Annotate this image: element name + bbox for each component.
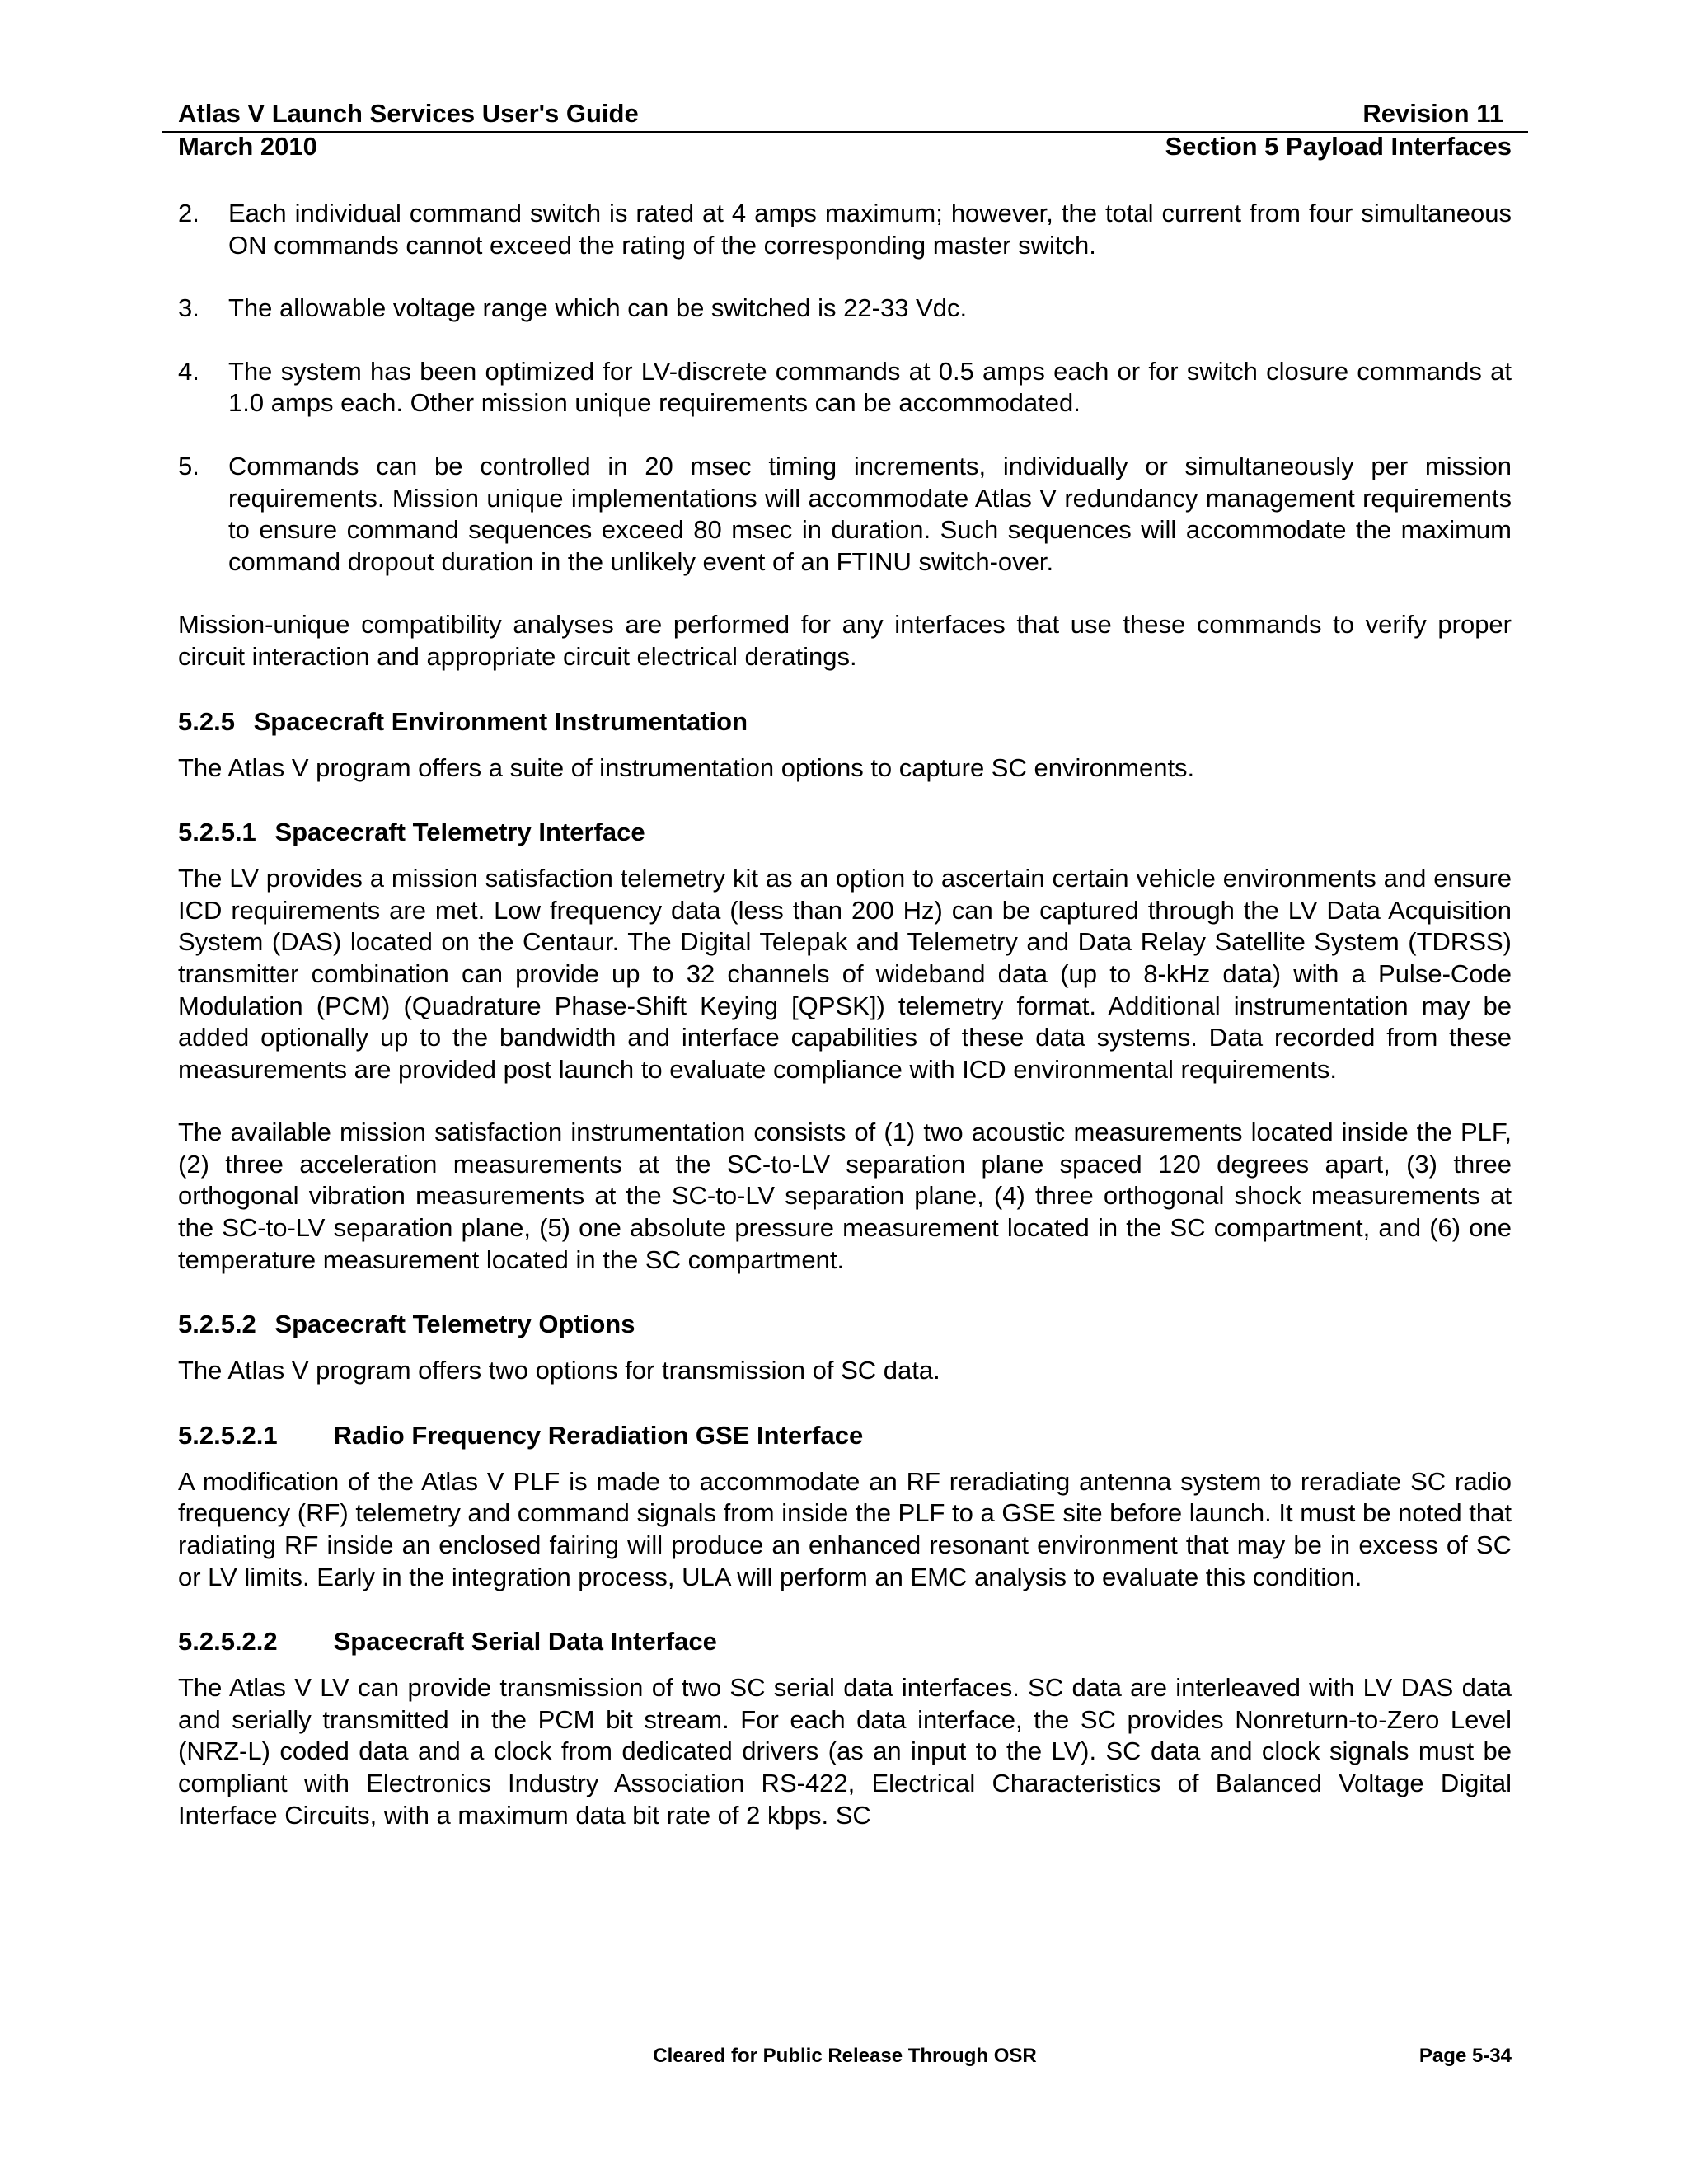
section-title: Spacecraft Telemetry Options (274, 1310, 635, 1339)
list-text: The allowable voltage range which can be switched is 22-33 Vdc. (228, 293, 968, 323)
list-text: Each individual command switch is rated at 4 amps maximum; however, the total current from four simultaneous ON commands cannot exceed the rating of the corresponding master switch. (228, 199, 1512, 260)
list-number: 5. (178, 451, 199, 480)
page-content (178, 198, 1512, 1831)
section-body: A modification of the Atlas V PLF is made to accommodate an RF reradiating antenna system to reradiate SC radio frequency (RF) telemetry and command signals from inside the PLF to a GSE site before launch. It must be noted that radiating RF inside an enclosed fairing will produce an enhanced resonant environment that may be in excess of SC or LV limits. Early in the integration process, ULA will perform an EMC analysis to evaluate this condition. (178, 1466, 1512, 1591)
list-item (178, 451, 1512, 578)
section-title: Spacecraft Telemetry Interface (274, 818, 645, 847)
list-item (178, 198, 1512, 261)
section-body: The Atlas V program offers a suite of instrumentation options to capture SC environments. (178, 752, 1195, 782)
section-body: The Atlas V LV can provide transmission of two SC serial data interfaces. SC data are interleaved with LV DAS data and serially transmitted in the PCM bit stream. For each data interface, the SC provides Nonreturn-to-Zero Level (NRZ-L) coded data and a clock from dedicated drivers (as an input to the LV). SC data and clock signals must be compliant with Electronics Industry Association RS-422, Electrical Characteristics of Balanced Voltage Digital Interface Circuits, with a maximum data bit rate of 2 kbps. SC (178, 1673, 1512, 1830)
section-body: The available mission satisfaction instrumentation consists of (1) two acoustic measurements located inside the PLF, (2) three acceleration measurements at the SC-to-LV separation plane spaced 120 degrees apart, (3) three orthogonal vibration measurements at the SC-to-LV separation plane, (4) three orthogonal shock measurements at the SC-to-LV separation plane, (5) one absolute pressure measurement located in the SC compartment, and (6) one temperature measurement located in the SC compartment. (178, 1118, 1512, 1274)
section-number: 5.2.5.2 (178, 1310, 256, 1339)
page-number: Page 5-34 (1418, 2045, 1512, 2067)
list-text: The system has been optimized for LV-discrete commands at 0.5 amps each or for switch closure commands at 1.0 amps each. Other mission unique requirements can be accommodated. (228, 356, 1512, 418)
section-heading-5-2-5 (178, 706, 1512, 738)
section-heading-5-2-5-2 (178, 1309, 1512, 1340)
section-number: 5.2.5 (178, 706, 235, 736)
list-item (178, 293, 1512, 325)
list-number: 2. (178, 199, 199, 227)
page-header (178, 97, 1512, 163)
revision-label: Revision 11 (1362, 99, 1503, 128)
section-title: Spacecraft Environment Instrumentation (253, 706, 748, 736)
list-text: Commands can be controlled in 20 msec timing increments, individually or simultaneously per mission requirements. Mission unique implementations will accommodate Atlas V redundancy management requirements to ensure command sequences exceed 80 msec in duration. Such sequences will accommodate the maximum command dropout duration in the unlikely event of an FTINU switch-over. (228, 451, 1512, 576)
intro-paragraph: Mission-unique compatibility analyses are performed for any interfaces that use these commands to verify proper circuit interaction and appropriate circuit electrical deratings. (178, 610, 1512, 671)
release-notice: Cleared for Public Release Through OSR (653, 2045, 1037, 2067)
list-item (178, 356, 1512, 419)
section-number: 5.2.5.2.2 (178, 1627, 278, 1657)
section-title: Spacecraft Serial Data Interface (333, 1627, 717, 1657)
section-heading-5-2-5-2-2 (178, 1626, 1512, 1657)
section-body: The Atlas V program offers two options for transmission of SC data. (178, 1356, 940, 1385)
section-number: 5.2.5.2.1 (178, 1420, 278, 1450)
section-number: 5.2.5.1 (178, 818, 256, 847)
section-label: Section 5 Payload Interfaces (1165, 132, 1512, 161)
section-heading-5-2-5-1 (178, 817, 1512, 848)
section-heading-5-2-5-2-1 (178, 1420, 1512, 1451)
list-number: 4. (178, 356, 199, 386)
header-divider (162, 131, 1528, 133)
list-number: 3. (178, 293, 199, 323)
section-title: Radio Frequency Reradiation GSE Interface (333, 1420, 864, 1450)
document-date: March 2010 (178, 132, 317, 161)
document-title: Atlas V Launch Services User's Guide (178, 99, 639, 128)
section-body: The LV provides a mission satisfaction telemetry kit as an option to ascertain certain vehicle environments and ensure ICD requirements are met. Low frequency data (less than 200 Hz) can be captured through the LV Data Acquisition System (DAS) located on the Centaur. The Digital Telepak and Telemetry and Data Relay Satellite System (TDRSS) transmitter combination can provide up to 32 channels of wideband data (up to 8-kHz data) with a Pulse-Code Modulation (PCM) (Quadrature Phase-Shift Keying [QPSK]) telemetry format. Additional instrumentation may be added optionally up to the bandwidth and interface capabilities of these data systems. Data recorded from these measurements are provided post launch to evaluate compliance with ICD environmental requirements. (178, 864, 1512, 1084)
